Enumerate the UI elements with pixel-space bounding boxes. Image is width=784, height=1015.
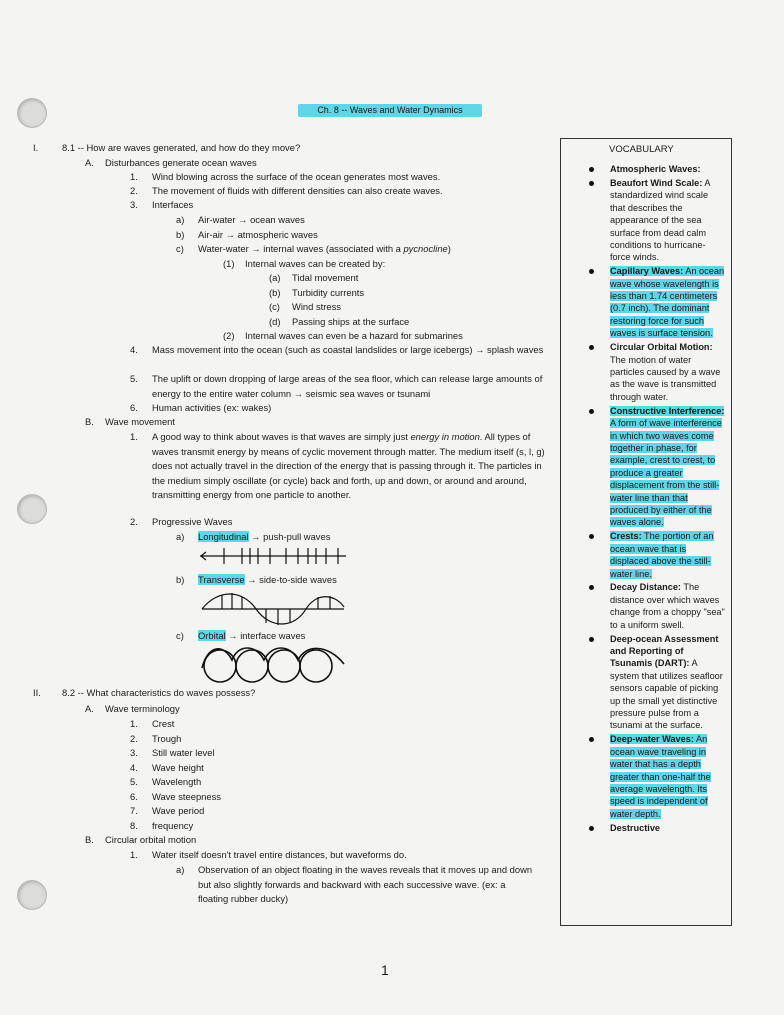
- outline-text-body: Wave height: [152, 762, 204, 773]
- vocabulary-definition: A system that utilizes seafloor sensors capable of picking up the small yet distinctive pressure pulse from a tsunami at the surface.: [610, 658, 723, 731]
- outline-label: (d): [269, 316, 281, 327]
- vocabulary-definition: The portion of an ocean wave that is displaced above the still-water line.: [610, 531, 714, 579]
- outline-label: 8.: [130, 820, 138, 831]
- outline-label: a): [176, 214, 185, 225]
- outline-text-body: Disturbances generate ocean waves: [105, 157, 257, 168]
- vocabulary-term: Beaufort Wind Scale:: [610, 177, 703, 188]
- outline-text-after: . All types of waves transmit energy by means of cyclic movement through matter. The medium itself (s, l, g) does not actually travel in the direction of the energy that is passing through it. The particles in the medium simply oscillate (or cycle) back and forth, up and down, or around and around, transmitting energy from one particle to another.: [152, 431, 545, 501]
- outline-text: [152, 516, 232, 528]
- vocabulary-item: [561, 822, 731, 834]
- outline-label: 2.: [130, 733, 138, 744]
- outline-text-body: Air-water → ocean waves: [198, 214, 305, 225]
- vocabulary-term: Crests:: [610, 531, 642, 542]
- outline-text: [152, 820, 193, 832]
- outline-label: (b): [269, 287, 281, 298]
- outline-text: [152, 343, 550, 358]
- outline-text: [152, 747, 215, 759]
- outline-text-body: Wave movement: [105, 416, 175, 427]
- outline-label: a): [176, 531, 185, 542]
- vocabulary-item: [561, 633, 731, 732]
- outline-text-body: Still water level: [152, 747, 215, 758]
- outline-text-body: Tidal movement: [292, 272, 359, 283]
- outline-text-body: Human activities (ex: wakes): [152, 402, 272, 413]
- outline-text: [152, 733, 181, 745]
- outline-label: 1.: [130, 431, 138, 442]
- outline-text-body: Mass movement into the ocean (such as coastal landslides or large icebergs) → splash waves: [152, 344, 544, 355]
- outline-emphasis: pycnocline: [403, 243, 448, 254]
- vocabulary-box: [560, 138, 732, 926]
- vocabulary-term: Capillary Waves:: [610, 266, 684, 277]
- outline-label: (a): [269, 272, 281, 283]
- outline-text: [152, 791, 221, 803]
- highlighted-term: Transverse: [198, 574, 245, 585]
- outline-label: 5.: [130, 776, 138, 787]
- bullet-icon: [589, 534, 594, 539]
- outline-label: 6.: [130, 791, 138, 802]
- vocabulary-item: [561, 581, 731, 631]
- vocabulary-term: Constructive Interference:: [610, 405, 725, 416]
- longitudinal-wave-sketch: [198, 544, 348, 568]
- outline-label: B.: [85, 834, 94, 845]
- outline-text: [198, 863, 538, 907]
- page-title: Ch. 8 -- Waves and Water Dynamics: [298, 104, 482, 117]
- outline-label: 5.: [130, 373, 138, 384]
- outline-text-body: The movement of fluids with different densities can also create waves.: [152, 185, 443, 196]
- vocabulary-list: [561, 163, 731, 836]
- bullet-icon: [589, 637, 594, 642]
- outline-text-body: → push-pull waves: [248, 531, 331, 542]
- outline-text-body: Trough: [152, 733, 182, 744]
- bullet-icon: [589, 737, 594, 742]
- vocabulary-definition: An ocean wave whose wavelength is less than 1.74 centimeters (0.7 inch). The dominant restoring force for such waves is surface tension.: [610, 266, 725, 339]
- outline-text-body: Wave steepness: [152, 791, 221, 802]
- outline-text-body: Water-water → internal waves (associated with a: [198, 243, 404, 254]
- outline-label: b): [176, 229, 185, 240]
- outline-text-body: Passing ships at the surface: [292, 316, 410, 327]
- highlighted-term: Orbital: [198, 630, 226, 641]
- highlighted-term: Longitudinal: [198, 531, 249, 542]
- outline-text: [105, 416, 175, 428]
- outline-label: 1.: [130, 171, 138, 182]
- outline-text-body: 8.2 -- What characteristics do waves possess?: [62, 687, 256, 698]
- outline-text: [198, 229, 318, 241]
- outline-text-body: frequency: [152, 820, 194, 831]
- vocabulary-item: [561, 405, 731, 529]
- transverse-wave-sketch: [198, 587, 348, 631]
- outline-text-body: Air-air → atmospheric waves: [198, 229, 318, 240]
- vocabulary-definition: An ocean wave traveling in water that has a depth greater than one-half the average wavelength. Its speed is independent of water depth.: [610, 734, 711, 819]
- outline-text-body: Internal waves can even be a hazard for submarines: [245, 330, 463, 341]
- outline-text: [62, 142, 300, 154]
- outline-label: A.: [85, 157, 94, 168]
- vocabulary-item: [561, 265, 731, 339]
- bullet-icon: [589, 167, 594, 172]
- bullet-icon: [589, 585, 594, 590]
- bullet-icon: [589, 269, 594, 274]
- vocabulary-item: [561, 733, 731, 820]
- outline-text: [292, 272, 358, 284]
- vocabulary-definition: A standardized wind scale that describes the appearance of the sea surface from dead calm conditions to hurricane-force winds.: [610, 177, 710, 263]
- outline-text: [198, 531, 330, 543]
- outline-label: (2): [223, 330, 235, 341]
- vocabulary-term: Deep-water Waves:: [610, 734, 694, 745]
- outline-text: [152, 849, 407, 861]
- outline-text-after: ): [447, 243, 451, 254]
- outline-text-body: Progressive Waves: [152, 516, 233, 527]
- outline-text: [62, 687, 255, 699]
- outline-label: 4.: [130, 344, 138, 355]
- outline-text-body: Interfaces: [152, 199, 194, 210]
- outline-label: 6.: [130, 402, 138, 413]
- vocabulary-term: Destructive: [610, 822, 661, 833]
- outline-text: [198, 243, 451, 255]
- outline-text: [292, 316, 409, 328]
- outline-label: 1.: [130, 718, 138, 729]
- outline-text: [245, 330, 463, 342]
- outline-text: [152, 762, 204, 774]
- outline-text: [245, 258, 385, 270]
- outline-text-body: Internal waves can be created by:: [245, 258, 386, 269]
- vocabulary-term: Atmospheric Waves:: [610, 164, 701, 174]
- vocabulary-term: Circular Orbital Motion:: [610, 342, 713, 353]
- outline-label: 2.: [130, 185, 138, 196]
- outline-text-body: Crest: [152, 718, 175, 729]
- vocabulary-definition: A form of wave interference in which two waves come together in phase, for example, crest to crest, to produce a greater displacement from the still-water line than that produced by either of the waves alone.: [610, 418, 722, 528]
- bullet-icon: [589, 345, 594, 350]
- outline-emphasis: energy in motion: [410, 431, 480, 442]
- outline-text: [152, 718, 174, 730]
- outline-text-body: Wind stress: [292, 301, 341, 312]
- outline-label: (1): [223, 258, 235, 269]
- vocabulary-item: [561, 177, 731, 264]
- vocabulary-definition: The motion of water particles caused by a wave as the wave is transmitted through water.: [610, 354, 721, 402]
- outline-text-body: Wave period: [152, 805, 205, 816]
- outline-text: [105, 157, 257, 169]
- outline-label: 3.: [130, 747, 138, 758]
- outline-label: c): [176, 243, 184, 254]
- vocabulary-item: [561, 163, 731, 175]
- outline-text: [292, 287, 364, 299]
- outline-text-body: Wavelength: [152, 776, 202, 787]
- outline-text: [152, 171, 440, 183]
- outline-text-body: The uplift or down dropping of large areas of the sea floor, which can release large amounts of energy to the entire water column → seismic sea waves or tsunami: [152, 373, 543, 399]
- outline-text-body: Wind blowing across the surface of the ocean generates most waves.: [152, 171, 441, 182]
- vocabulary-term: Deep-ocean Assessment and Reporting of Tsunamis (DART):: [610, 633, 719, 669]
- outline-text-body: → interface waves: [225, 630, 306, 641]
- outline-text: [105, 834, 196, 846]
- outline-text-body: → side-to-side waves: [244, 574, 337, 585]
- vocabulary-term: Decay Distance:: [610, 582, 681, 593]
- outline-text: [152, 776, 201, 788]
- outline-label: 1.: [130, 849, 138, 860]
- outline-label: 4.: [130, 762, 138, 773]
- outline-label: (c): [269, 301, 280, 312]
- outline-text: [152, 199, 193, 211]
- outline-text-body: A good way to think about waves is that waves are simply just: [152, 431, 411, 442]
- bullet-icon: [589, 826, 594, 831]
- outline-label: a): [176, 864, 185, 875]
- outline-text-body: Observation of an object floating in the waves reveals that it moves up and down but also slightly forwards and backward with each successive wave. (ex: a floating rubber ducky): [198, 864, 533, 905]
- outline-label: B.: [85, 416, 94, 427]
- outline-text-body: 8.1 -- How are waves generated, and how do they move?: [62, 142, 301, 153]
- orbital-wave-sketch: [198, 638, 348, 688]
- outline-label: b): [176, 574, 185, 585]
- outline-label: II.: [33, 687, 41, 698]
- outline-text: [105, 703, 180, 715]
- vocabulary-item: [561, 341, 731, 403]
- outline-text-body: Wave terminology: [105, 703, 180, 714]
- vocabulary-definition: The distance over which waves change from a choppy "sea" to a uniform swell.: [610, 582, 725, 630]
- outline-text: [152, 430, 550, 503]
- outline-text: [292, 301, 341, 313]
- bullet-icon: [589, 409, 594, 414]
- outline-label: 7.: [130, 805, 138, 816]
- outline-text: [152, 372, 550, 401]
- outline-text: [152, 185, 443, 197]
- outline-text-body: Circular orbital motion: [105, 834, 197, 845]
- outline-text: [152, 402, 271, 414]
- outline-label: A.: [85, 703, 94, 714]
- vocabulary-item: [561, 530, 731, 580]
- outline-label: I.: [33, 142, 39, 153]
- vocabulary-title: VOCABULARY: [609, 144, 674, 155]
- page-number: 1: [381, 962, 389, 978]
- outline-text: [152, 805, 204, 817]
- bullet-icon: [589, 181, 594, 186]
- outline-text-body: Water itself doesn't travel entire distances, but waveforms do.: [152, 849, 407, 860]
- outline-label: 3.: [130, 199, 138, 210]
- outline-text: [198, 574, 337, 586]
- outline-text: [198, 214, 305, 226]
- outline-label: 2.: [130, 516, 138, 527]
- outline-text-body: Turbidity currents: [292, 287, 365, 298]
- outline-label: c): [176, 630, 184, 641]
